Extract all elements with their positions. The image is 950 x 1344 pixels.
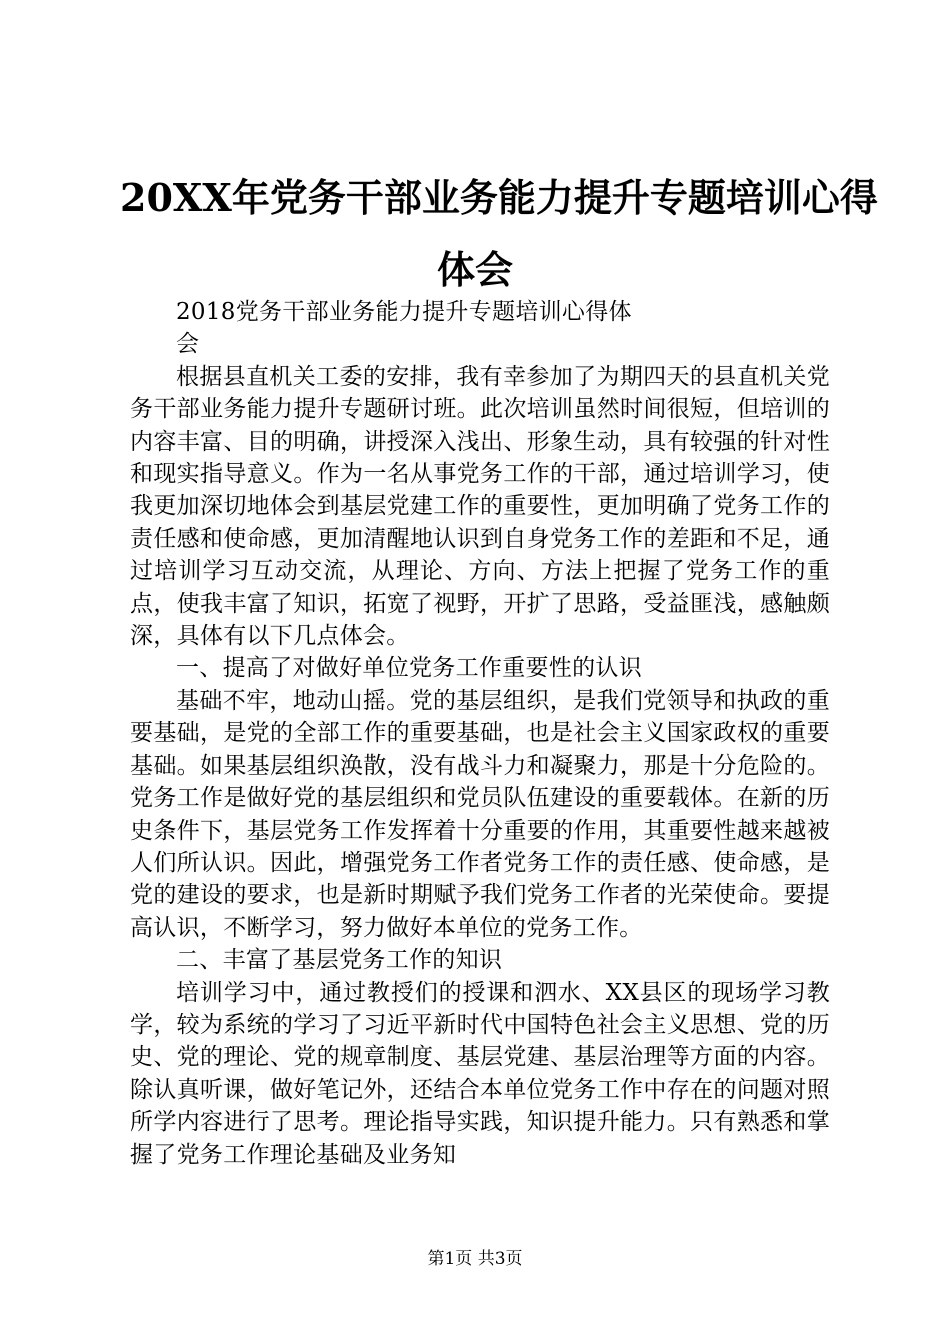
document-body — [130, 296, 830, 1171]
section-1-paragraph: 基础不牢，地动山摇。党的基层组织，是我们党领导和执政的重要基础，是党的全部工作的重要基础，也是社会主义国家政权的重要基础。如果基层组织涣散，没有战斗力和凝聚力，那是十分危险的。党务工作是做好党的基层组织和党员队伍建设的重要载体。在新的历史条件下，基层党务工作发挥着十分重要的作用，其重要性越来越被人们所认识。因此，增强党务工作者党务工作的责任感、使命感，是党的建设的要求，也是新时期赋予我们党务工作者的光荣使命。要提高认识，不断学习，努力做好本单位的党务工作。 — [130, 687, 830, 941]
page-number-footer: 第1页 共3页 — [427, 1249, 523, 1269]
document-title-line-2: 体会 — [436, 247, 513, 292]
section-1-heading: 一、提高了对做好单位党务工作重要性的认识 — [176, 655, 642, 682]
document-title-line-1: 20XX年党务干部业务能力提升专题培训心得 — [120, 175, 878, 220]
section-2-paragraph: 培训学习中，通过教授们的授课和泗水、XX县区的现场学习教学，较为系统的学习了习近平新时代中国特色社会主义思想、党的历史、党的理论、党的规章制度、基层党建、基层治理等方面的内容。除认真听课，做好笔记外，还结合本单位党务工作中存在的问题对照所学内容进行了思考。理论指导实践，知识提升能力。只有熟悉和掌握了党务工作理论基础及业务知 — [130, 979, 830, 1168]
intro-paragraph: 根据县直机关工委的安排，我有幸参加了为期四天的县直机关党务干部业务能力提升专题研讨班。此次培训虽然时间很短，但培训的内容丰富、目的明确，讲授深入浅出、形象生动，具有较强的针对性和现实指导意义。作为一名从事党务工作的干部，通过培训学习，使我更加深切地体会到基层党建工作的重要性，更加明确了党务工作的责任感和使命感，更加清醒地认识到自身党务工作的差距和不足，通过培训学习互动交流，从理论、方向、方法上把握了党务工作的重点，使我丰富了知识，拓宽了视野，开扩了思路，受益匪浅，感触颇深，具体有以下几点体会。 — [130, 363, 830, 650]
document-subtitle: 2018党务干部业务能力提升专题培训心得体会 — [176, 299, 632, 358]
section-2-heading: 二、丰富了基层党务工作的知识 — [176, 947, 503, 974]
